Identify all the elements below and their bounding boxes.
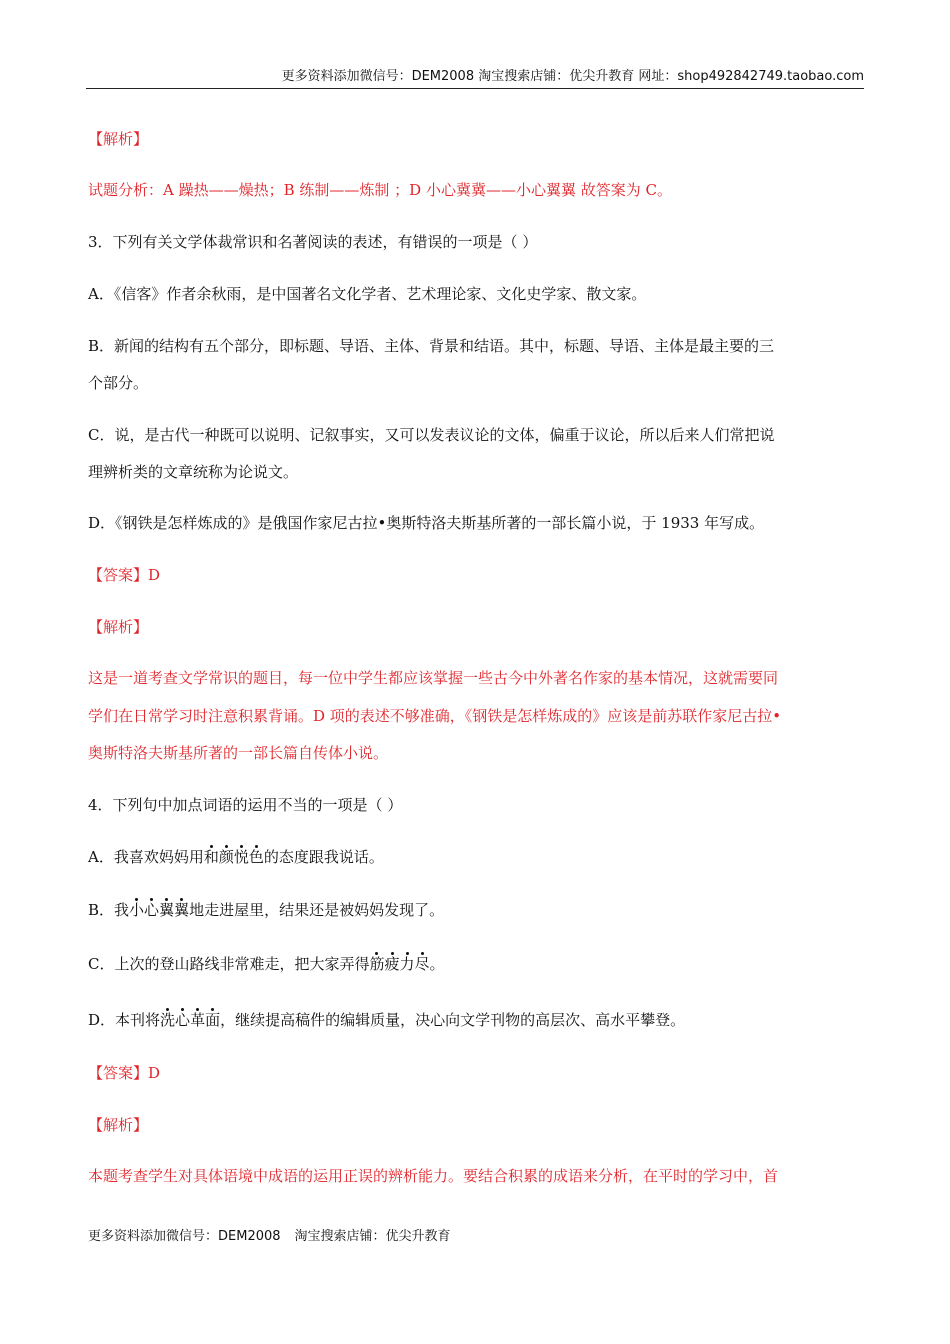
dotted-char: 面 <box>205 1011 221 1029</box>
q3-option-d: D．《钢铁是怎样炼成的》是俄国作家尼古拉•奥斯特洛夫斯基所著的一部长篇小说，于 1933 年写成。 <box>88 514 765 532</box>
dotted-char: 小 <box>129 901 145 919</box>
dotted-char: 力 <box>399 955 415 973</box>
q4-b-post: 地走进屋里，结果还是被妈妈发现了。 <box>189 901 445 919</box>
dotted-char: 尽 <box>414 955 430 973</box>
dotted-char: 洗 <box>160 1011 176 1029</box>
footer-wechat: 更多资料添加微信号：DEM2008 <box>88 1229 281 1244</box>
q3-option-b-line1: B．新闻的结构有五个部分，即标题、导语、主体、背景和结语。其中，标题、导语、主体是最主要的三 <box>88 337 775 355</box>
q4-option-d <box>88 1009 685 1031</box>
q4-option-b <box>88 899 444 921</box>
q4-answer: 【答案】D <box>88 1064 161 1082</box>
footer-shop: 淘宝搜索店铺：优尖升教育 <box>294 1229 451 1244</box>
q4-analysis-line1: 本题考查学生对具体语境中成语的运用正误的辨析能力。要结合积累的成语来分析，在平时的学习中，首 <box>88 1167 779 1185</box>
q4-a-post: 的态度跟我说话。 <box>263 848 384 866</box>
q3-analysis-line1: 这是一道考查文学常识的题目，每一位中学生都应该掌握一些古今中外著名作家的基本情况，这就需要同 <box>88 669 779 687</box>
dotted-char: 悦 <box>233 848 249 866</box>
q4-a-pre: A．我喜欢妈妈用 <box>88 848 204 866</box>
q4-analysis-label: 【解析】 <box>88 1116 149 1134</box>
q4-stem: 4．下列句中加点词语的运用不当的一项是（ ） <box>88 796 403 814</box>
q3-analysis-label: 【解析】 <box>88 618 149 636</box>
q3-option-b-line2: 个部分。 <box>88 374 149 392</box>
prev-analysis-label: 【解析】 <box>88 130 149 148</box>
dotted-char: 翼 <box>174 901 190 919</box>
q4-option-c <box>88 953 445 975</box>
dotted-char: 和 <box>203 848 219 866</box>
dotted-char: 色 <box>248 848 264 866</box>
q4-b-pre: B．我 <box>88 901 130 919</box>
dotted-char: 心 <box>144 901 160 919</box>
dotted-char: 颜 <box>218 848 234 866</box>
q3-stem: 3．下列有关文学体裁常识和名著阅读的表述，有错误的一项是（ ） <box>88 233 538 251</box>
q3-option-a: A．《信客》作者余秋雨，是中国著名文化学者、艺术理论家、文化史学家、散文家。 <box>88 285 647 303</box>
q4-c-post: 。 <box>429 955 445 973</box>
q3-analysis-line3: 奥斯特洛夫斯基所著的一部长篇自传体小说。 <box>88 744 389 762</box>
q3-analysis-line2: 学们在日常学习时注意积累背诵。D 项的表述不够准确，《钢铁是怎样炼成的》应该是前苏联作家尼古拉• <box>88 707 782 725</box>
header-text: 更多资料添加微信号：DEM2008 淘宝搜索店铺：优尖升教育 网址：shop492842749.taobao.com <box>281 69 864 84</box>
q3-answer: 【答案】D <box>88 566 161 584</box>
q3-option-c-line2: 理辨析类的文章统称为论说文。 <box>88 463 299 481</box>
q4-option-a <box>88 846 384 868</box>
dotted-char: 革 <box>190 1011 206 1029</box>
dotted-char: 疲 <box>384 955 400 973</box>
dotted-char: 心 <box>175 1011 191 1029</box>
prev-analysis-text: 试题分析：A 躁热——燥热；B 练制——炼制 ；D 小心冀冀——小心翼翼 故答案为 C。 <box>88 181 672 199</box>
q4-d-post: ，继续提高稿件的编辑质量，决心向文学刊物的高层次、高水平攀登。 <box>220 1011 686 1029</box>
dotted-char: 翼 <box>159 901 175 919</box>
q4-c-pre: C．上次的登山路线非常难走，把大家弄得 <box>88 955 370 973</box>
dotted-char: 筋 <box>369 955 385 973</box>
page-header <box>86 68 864 89</box>
page-footer <box>88 1228 465 1246</box>
q3-option-c-line1: C．说，是古代一种既可以说明、记叙事实，又可以发表议论的文体，偏重于议论，所以后来人们常把说 <box>88 426 775 444</box>
q4-d-pre: D．本刊将 <box>88 1011 161 1029</box>
